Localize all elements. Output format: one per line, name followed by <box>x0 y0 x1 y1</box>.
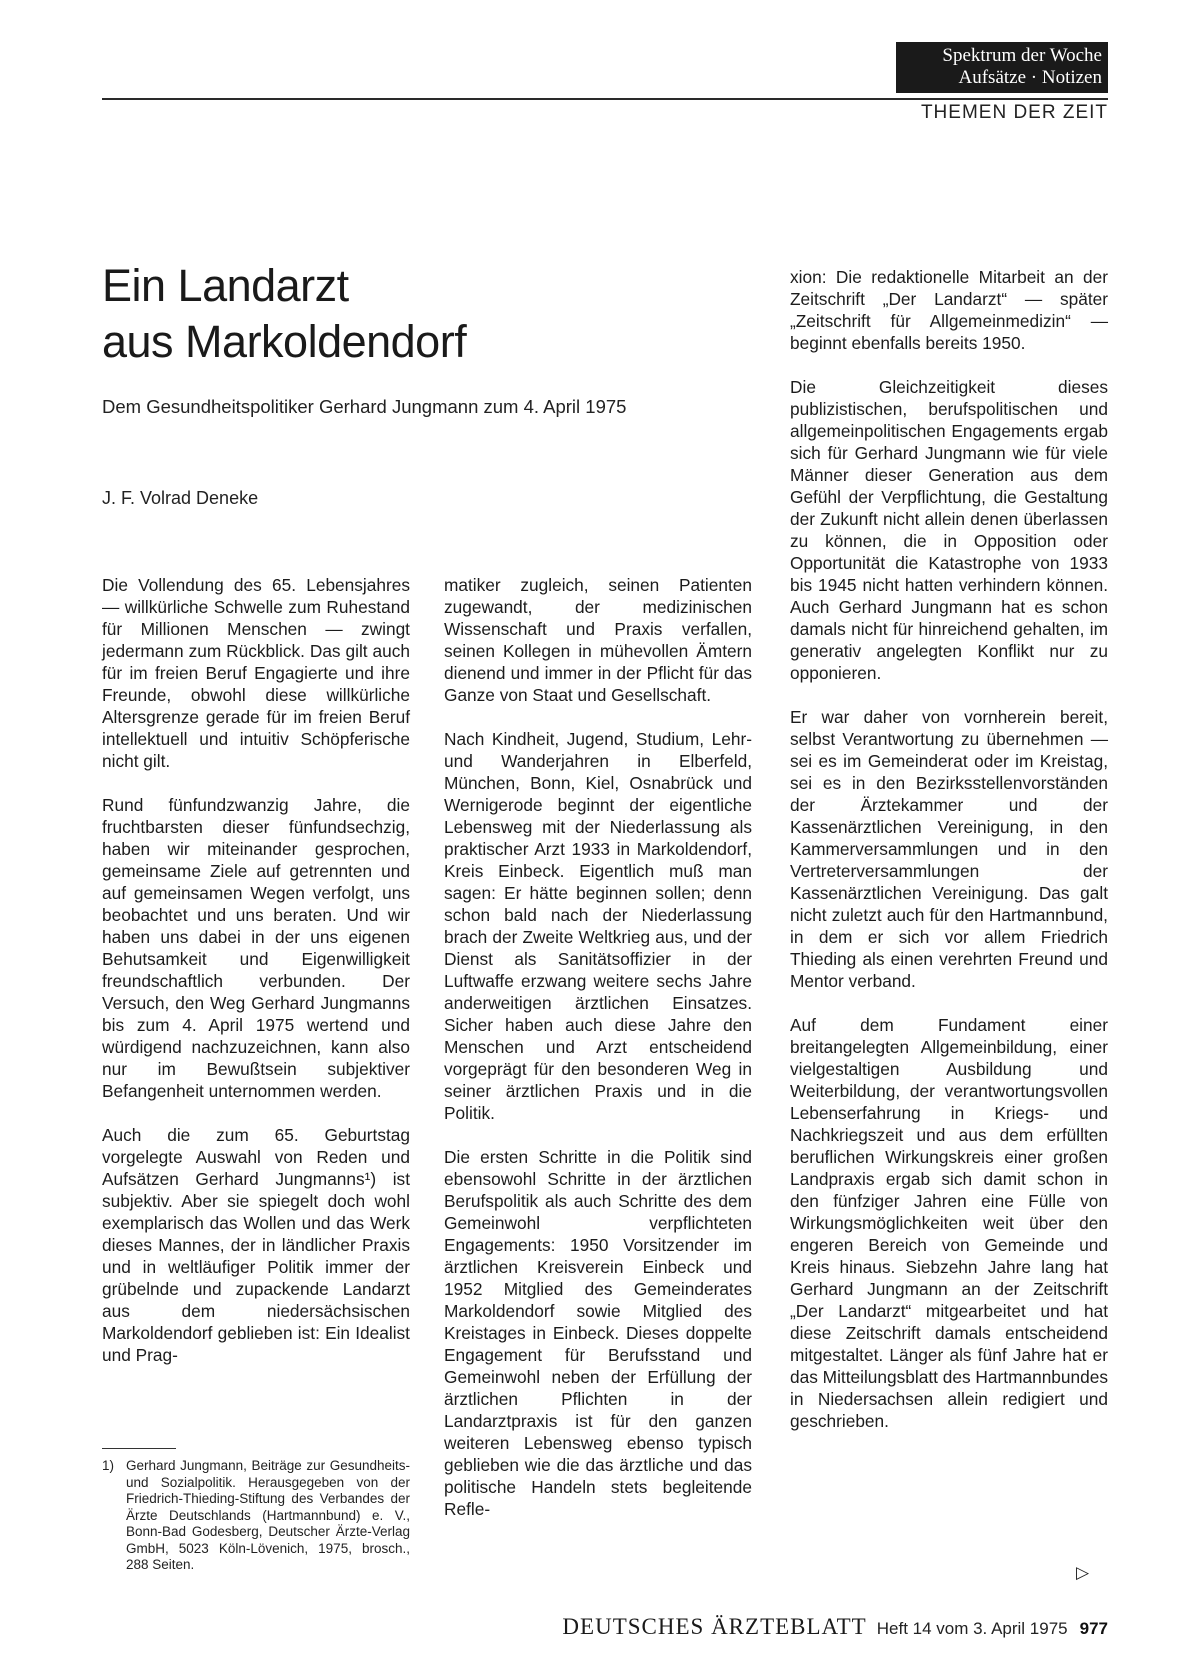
paragraph: xion: Die redaktionelle Mitarbeit an der Zeitschrift „Der Landarzt“ — später „Zeitschrift für Allgemeinmedizin“ — beginnt ebenfalls bereits 1950. <box>790 267 1108 353</box>
footnote-number: 1) <box>102 1458 115 1473</box>
paragraph: Auch die zum 65. Geburtstag vorgelegte Auswahl von Reden und Aufsätzen Gerhard Jungmanns¹) ist subjektiv. Aber sie spiegelt doch wohl exemplarisch das Wollen und das Werk dieses Mannes, der in ländlicher Praxis und in weltläufiger Politik immer der grübelnde und zupackende Landarzt aus dem niedersächsischen Markoldendorf geblieben ist: Ein Idealist und Prag- <box>102 1125 410 1365</box>
paragraph: Die Vollendung des 65. Lebensjahres — willkürliche Schwelle zum Ruhestand für Millionen Menschen — zwingt jedermann zum Rückblick. Das gilt auch für im freien Beruf Engagierte und ihre Freunde, obwohl diese willkürliche Altersgrenze gerade für im freien Beruf intellektuell und intuitiv Schöpferische nicht gilt. <box>102 575 410 771</box>
footnote <box>102 1458 410 1574</box>
paragraph: Er war daher von vornherein bereit, selbst Verantwortung zu übernehmen — sei es im Gemeinderat oder im Kreistag, sei es in den Bezirksstellenvorständen der Ärztekammer und der Kassenärztlichen Vereinigung, in den Kammerversammlungen und in den Vertreterversammlungen der Kassenärztlichen Vereinigung. Das galt nicht zuletzt auch für den Hartmannbund, in dem er sich vor allem Friedrich Thieding als einen verehrten Freund und Mentor verband. <box>790 707 1108 991</box>
paragraph: Die Gleichzeitigkeit dieses publizistischen, berufspolitischen und allgemeinpolitischen Engagements ergab sich für Gerhard Jungmann wie für viele Männer dieser Generation aus dem Gefühl der Verpflichtung, die Gestaltung der Zukunft nicht allein denen überlassen zu können, die in Opposition oder Opportunität die Katastrophe von 1933 bis 1945 nicht hatten verhindern können. Auch Gerhard Jungmann hat es schon damals nicht für hinreichend gehalten, im generativ angelegten Konflikt nur zu opponieren. <box>790 377 1108 683</box>
badge-line-1: Spektrum der Woche <box>942 45 1102 66</box>
continue-arrow-icon: ▷ <box>1076 1563 1090 1582</box>
paragraph: Nach Kindheit, Jugend, Studium, Lehr- und Wanderjahren in Elberfeld, München, Bonn, Kiel, Osnabrück und Wernigerode beginnt der eigentliche Lebensweg mit der Niederlassung als praktischer Arzt 1933 in Markoldendorf, Kreis Einbeck. Eigentlich muß man sagen: Er hätte beginnen sollen; denn schon bald nach der Niederlassung brach der Zweite Weltkrieg aus, und der Dienst als Sanitätsoffizier in der Luftwaffe erzwang weitere sechs Jahre anderweitigen ärztlichen Einsatzes. Sicher haben auch diese Jahre den Menschen und Arzt entscheidend vorgeprägt für den besonderen Weg in seiner ärztlichen Praxis und in die Politik. <box>444 729 752 1123</box>
section-label: THEMEN DER ZEIT <box>920 102 1108 123</box>
paragraph: matiker zugleich, seinen Patienten zugewandt, der medizinischen Wissenschaft und Praxis verfallen, seinen Kollegen in mühevollen Ämtern dienend und immer in der Pflicht für das Ganze von Staat und Gesellschaft. <box>444 575 752 705</box>
page-footer <box>562 1614 1108 1640</box>
paragraph: Die ersten Schritte in die Politik sind ebensowohl Schritte in der ärztlichen Berufspolitik als auch Schritte des dem Gemeinwohl verpflichteten Engagements: 1950 Vorsitzender im ärztlichen Kreisverein Einbeck und 1952 Mitglied des Gemeinderates Markoldendorf sowie Mitglied des Kreistages in Einbeck. Dieses doppelte Engagement für Berufsstand und Gemeinwohl neben der Erfüllung der ärztlichen Pflichten in der Landarztpraxis ist für den ganzen weiteren Lebensweg ebenso typisch geblieben wie die das ärztliche und das politische Handeln stets begleitende Refle- <box>444 1147 752 1519</box>
article-subtitle: Dem Gesundheitspolitiker Gerhard Jungmann zum 4. April 1975 <box>102 396 627 417</box>
journal-name: DEUTSCHES ÄRZTEBLATT <box>562 1614 867 1639</box>
issue-info: Heft 14 vom 3. April 1975 <box>876 1619 1068 1638</box>
article-title <box>102 258 466 370</box>
article-author: J. F. Volrad Deneke <box>102 488 259 508</box>
footnote-rule <box>102 1448 176 1449</box>
text-column-2 <box>444 574 752 1520</box>
paragraph: Auf dem Fundament einer breitangelegten Allgemeinbildung, einer vielgestaltigen Ausbildung und Weiterbildung, der verantwortungsvollen Lebenserfahrung in Kriegs- und Nachkriegszeit und aus dem erfüllten beruflichen Wirkungskreis einer großen Landpraxis ergab sich damit schon in den fünfziger Jahren eine Fülle von Wirkungsmöglichkeiten weit über den engeren Bereich von Gemeinde und Kreis hinaus. Siebzehn Jahre lang hat Gerhard Jungmann an der Zeitschrift „Der Landarzt“ mitgearbeitet und hat diese Zeitschrift damals entscheidend mitgestaltet. Länger als fünf Jahre hat er das Mitteilungsblatt des Hartmannbundes in Niedersachsen allein redigiert und geschrieben. <box>790 1015 1108 1431</box>
footnote-text: Gerhard Jungmann, Beiträge zur Gesundheits- und Sozialpolitik. Herausgegeben von der Friedrich-Thieding-Stiftung des Verbandes der Ärzte Deutschlands (Hartmannbund) e. V., Bonn-Bad Godesberg, Deutscher Ärzte-Verlag GmbH, 5023 Köln-Lövenich, 1975, brosch., 288 Seiten. <box>126 1458 410 1572</box>
page-number: 977 <box>1079 1619 1108 1638</box>
badge-line-2: Aufsätze · Notizen <box>958 67 1102 88</box>
section-badge <box>896 42 1108 93</box>
title-line-1: Ein Landarzt <box>102 260 349 311</box>
text-column-1 <box>102 574 410 1366</box>
header-rule <box>102 98 1108 100</box>
text-column-3 <box>790 266 1108 1432</box>
paragraph: Rund fünfundzwanzig Jahre, die fruchtbarsten dieser fünfundsechzig, haben wir miteinander gesprochen, gemeinsame Ziele auf getrennten und auf gemeinsamen Wegen verfolgt, uns beobachtet und uns beraten. Und wir haben uns dabei in der uns eigenen Behutsamkeit und Eigenwilligkeit freundschaftlich verbunden. Der Versuch, den Weg Gerhard Jungmanns bis zum 4. April 1975 wertend und würdigend nachzuzeichnen, kann also nur im Bewußtsein subjektiver Befangenheit unternommen werden. <box>102 795 410 1101</box>
title-line-2: aus Markoldendorf <box>102 316 467 367</box>
